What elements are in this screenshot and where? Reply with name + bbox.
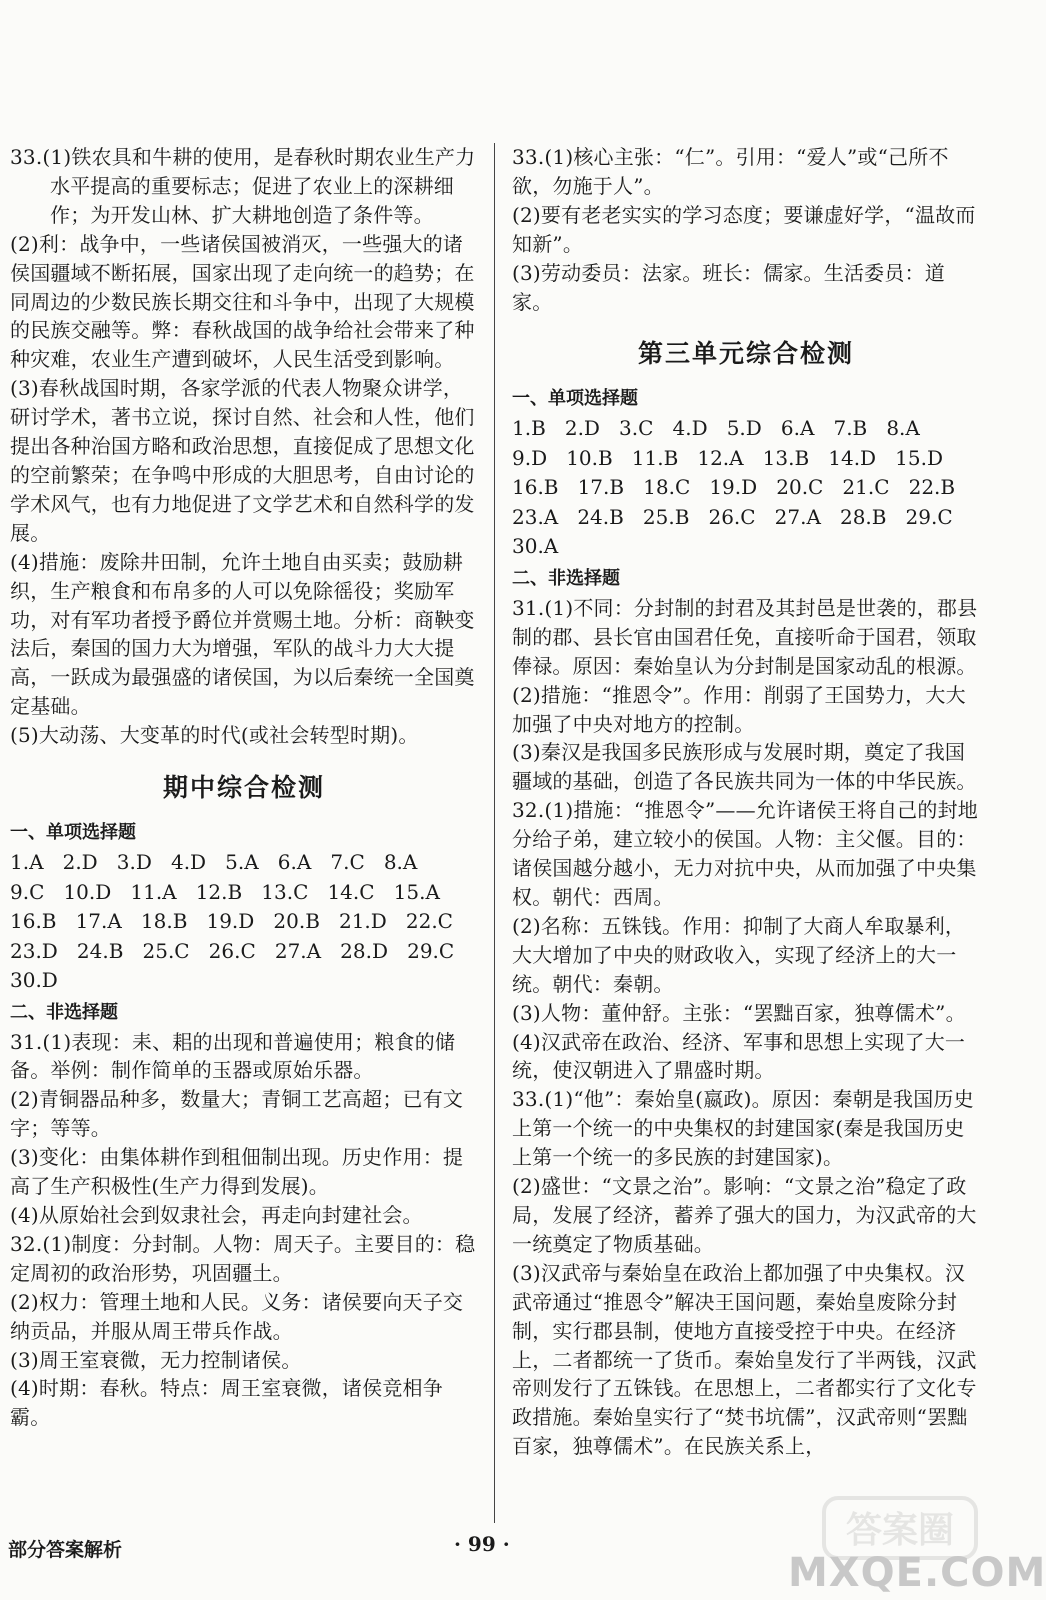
answer-33-part2: (2)利：战争中，一些诸侯国被消灭，一些强大的诸侯国疆域不断拓展，国家出现了走向统一的趋势；在同周边的少数民族长期交往和斗争中，出现了大规模的民族交融等。弊：春秋战国的战争给社会带来了种种灾难，农业生产遭到破坏，人民生活受到影响。 <box>10 231 475 372</box>
left-column <box>10 143 478 1432</box>
choice-answers-row: 16.B 17.B 18.C 19.D 20.C 21.C 22.B <box>512 475 956 500</box>
choice-answers-row: 30.D <box>10 968 58 993</box>
section-choice-heading: 一、单项选择题 <box>512 388 638 410</box>
answer-32-part2: (2)名称：五铢钱。作用：抑制了大商人牟取暴利，大大增加了中央的财政收入，实现了经济上的大一统。朝代：秦朝。 <box>512 913 966 996</box>
answer-33a-part2: (2)要有老老实实的学习态度；要谦虚好学，“温故而知新”。 <box>512 202 976 256</box>
section-nonchoice-heading: 二、非选择题 <box>10 1001 118 1023</box>
choice-answers-row: 1.A 2.D 3.D 4.D 5.A 6.A 7.C 8.A <box>10 850 418 875</box>
answer-33b-part2: (2)盛世：“文景之治”。影响：“文景之治”稳定了政局，发展了经济，蓄养了强大的国力，为汉武帝的大一统奠定了物质基础。 <box>512 1174 977 1256</box>
section-choice-heading: 一、单项选择题 <box>10 822 136 844</box>
answer-33-part3: (3)春秋战国时期，各家学派的代表人物聚众讲学，研讨学术，著书立说，探讨自然、社会和人性，他们提出各种治国方略和政治思想，直接促成了思想文化的空前繁荣；在争鸣中形成的大胆思考，自由讨论的学术风气，也有力地促进了文学艺术和自然科学的发展。 <box>10 376 475 545</box>
answer-33a-part3: (3)劳动委员：法家。班长：儒家。生活委员：道家。 <box>512 260 945 314</box>
right-column <box>512 143 980 1461</box>
choice-answers-row: 23.A 24.B 25.B 26.C 27.A 28.B 29.C <box>512 504 953 529</box>
choice-answers-row: 30.A <box>512 534 559 559</box>
answer-33b-part1: 33.(1)“他”：秦始皇(嬴政)。原因：秦朝是我国历史上第一个统一的中央集权的封建国家(秦是我国历史上第一个统一的多民族的封建国家)。 <box>512 1087 974 1170</box>
choice-answers-row: 9.D 10.B 11.B 12.A 13.B 14.D 15.D <box>512 445 943 470</box>
answer-32-part1: 32.(1)措施：“推恩令”——允许诸侯王将自己的封地分给子弟，建立较小的侯国。人物：主父偃。目的：诸侯国越分越小，无力对抗中央，从而加强了中央集权。朝代：西周。 <box>512 798 978 909</box>
answer-31-part1: 31.(1)不同：分封制的封君及其封邑是世袭的，郡县制的郡、县长官由国君任免，直接听命于国君，领取俸禄。原因：秦始皇认为分封制是国家动乱的根源。 <box>512 595 978 678</box>
answer-31-part4: (4)从原始社会到奴隶社会，再走向封建社会。 <box>10 1202 423 1227</box>
answer-32-part2: (2)权力：管理土地和人民。义务：诸侯要向天子交纳贡品，并服从周王带兵作战。 <box>10 1289 464 1343</box>
answer-31-part1: 31.(1)表现：耒、耜的出现和普遍使用；粮食的储备。举例：制作简单的玉器或原始乐器。 <box>10 1029 456 1083</box>
choice-answers-row: 16.B 17.A 18.B 19.D 20.B 21.D 22.C <box>10 909 453 934</box>
answer-31-part2: (2)青铜器品种多，数量大；青铜工艺高超；已有文字；等等。 <box>10 1087 464 1141</box>
section-nonchoice-heading: 二、非选择题 <box>512 567 620 589</box>
column-divider <box>494 143 495 1523</box>
footer-label: 部分答案解析 <box>8 1539 123 1561</box>
answer-32-part4: (4)汉武帝在政治、经济、军事和思想上实现了大一统，使汉朝进入了鼎盛时期。 <box>512 1029 966 1083</box>
answer-32-part3: (3)人物：董仲舒。主张：“罢黜百家，独尊儒术”。 <box>512 1000 966 1025</box>
choice-answers-row: 1.B 2.D 3.C 4.D 5.D 6.A 7.B 8.A <box>512 416 920 441</box>
answer-32-part3: (3)周王室衰微，无力控制诸侯。 <box>10 1347 302 1372</box>
midterm-title: 期中综合检测 <box>162 773 325 803</box>
answer-33-part1: 33.(1)铁农具和牛耕的使用，是春秋时期农业生产力水平提高的重要标志；促进了农业上的深耕细作；为开发山林、扩大耕地创造了条件等。 <box>10 145 476 227</box>
answer-33-part5: (5)大动荡、大变革的时代(或社会转型时期)。 <box>10 723 419 748</box>
answer-33a-part1: 33.(1)核心主张：“仁”。引用：“爱人”或“己所不欲，勿施于人”。 <box>512 145 949 198</box>
watermark-url: MXQE.COM <box>788 1550 1046 1596</box>
answer-32-part1: 32.(1)制度：分封制。人物：周天子。主要目的：稳定周初的政治形势，巩固疆土。 <box>10 1231 476 1285</box>
answer-33-part4: (4)措施：废除井田制，允许土地自由买卖；鼓励耕织，生产粮食和布帛多的人可以免除徭役；奖励军功，对有军功者授予爵位并赏赐土地。分析：商鞅变法后，秦国的国力大为增强，军队的战斗力大大提高，一跃成为最强盛的诸侯国，为以后秦统一全国奠定基础。 <box>10 549 475 719</box>
answer-32-part4: (4)时期：春秋。特点：周王室衰微，诸侯竞相争霸。 <box>10 1376 443 1430</box>
answer-31-part3: (3)秦汉是我国多民族形成与发展时期，奠定了我国疆域的基础，创造了各民族共同为一体的中华民族。 <box>512 740 977 794</box>
page-number: · 99 · <box>454 1532 510 1556</box>
choice-answers-row: 23.D 24.B 25.C 26.C 27.A 28.D 29.C <box>10 938 455 963</box>
answer-31-part2: (2)措施：“推恩令”。作用：削弱了王国势力，大大加强了中央对地方的控制。 <box>512 682 966 736</box>
answer-31-part3: (3)变化：由集体耕作到租佃制出现。历史作用：提高了生产积极性(生产力得到发展)。 <box>10 1145 464 1199</box>
choice-answers-row: 9.C 10.D 11.A 12.B 13.C 14.C 15.A <box>10 879 440 904</box>
watermark-logo-text: 答案圈 <box>845 1510 955 1551</box>
answer-33b-part3: (3)汉武帝与秦始皇在政治上都加强了中央集权。汉武帝通过“推恩令”解决王国问题，秦始皇废除分封制，实行郡县制，使地方直接受控于中央。在经济上，二者都统一了货币。秦始皇发行了半两钱，汉武帝则发行了五铢钱。在思想上，二者都实行了文化专政措施。秦始皇实行了“焚书坑儒”，汉武帝则“罢黜百家，独尊儒术”。在民族关系上， <box>512 1260 977 1459</box>
unit3-title: 第三单元综合检测 <box>637 339 854 369</box>
